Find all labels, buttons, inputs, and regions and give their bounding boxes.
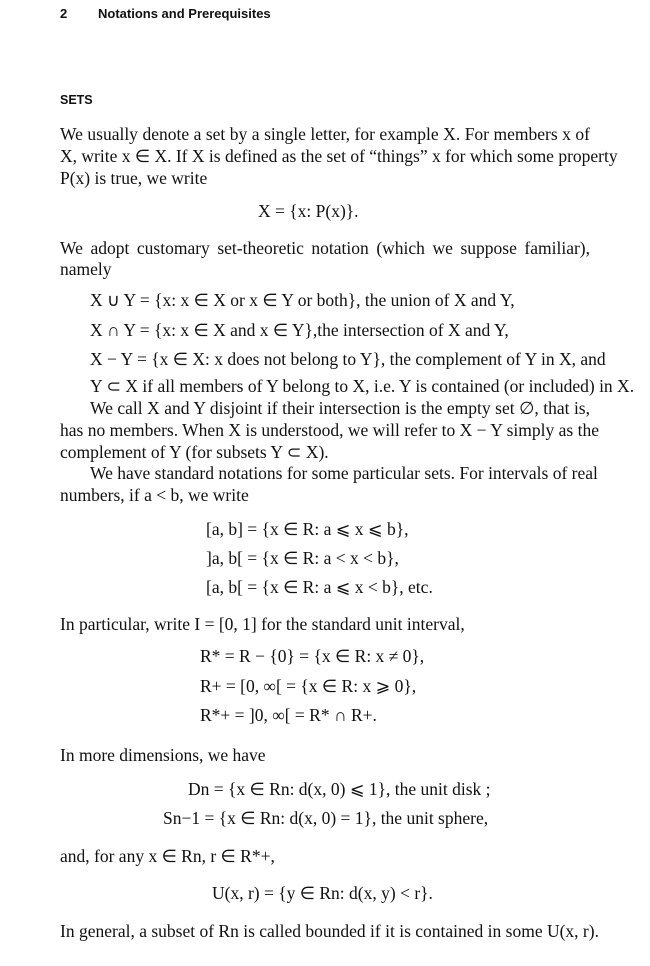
text-line: complement of Y (for subsets Y ⊂ X). (60, 442, 329, 462)
text-line: X, write x ∈ X. If X is defined as the set of “things” x for which some property (60, 146, 618, 166)
text-line: We usually denote a set by a single letter, for example X. For members x of (60, 124, 590, 144)
section-heading: SETS (60, 93, 93, 107)
text-line: and, for any x ∈ Rn, r ∈ R*+, (60, 846, 275, 866)
interval-closed: [a, b] = {x ∈ R: a ⩽ x ⩽ b}, (206, 519, 409, 539)
definition-open-ball: U(x, r) = {y ∈ Rn: d(x, y) < r}. (212, 883, 433, 903)
text-line: We have standard notations for some particular sets. For intervals of real (90, 463, 598, 483)
text-line: P(x) is true, we write (60, 168, 208, 188)
reals-nonnegative: R+ = [0, ∞[ = {x ∈ R: x ⩾ 0}, (200, 676, 417, 696)
definition-subset: Y ⊂ X if all members of Y belong to X, i.e. Y is contained (or included) in X. (90, 376, 635, 396)
definition-union: X ∪ Y = {x: x ∈ X or x ∈ Y or both}, the union of X and Y, (90, 290, 515, 310)
page-number: 2 (60, 6, 68, 21)
text-line: In general, a subset of Rn is called bounded if it is contained in some U(x, r). (60, 921, 599, 941)
running-header (60, 6, 271, 21)
text-line: numbers, if a < b, we write (60, 485, 249, 505)
reals-nonzero: R* = R − {0} = {x ∈ R: x ≠ 0}, (200, 646, 425, 666)
text-line: In more dimensions, we have (60, 745, 266, 765)
text-line: has no members. When X is understood, we will refer to X − Y simply as the (60, 420, 599, 440)
definition-intersection: X ∩ Y = {x: x ∈ X and x ∈ Y},the intersection of X and Y, (90, 320, 509, 340)
equation-set-builder: X = {x: P(x)}. (258, 201, 359, 221)
reals-positive: R*+ = ]0, ∞[ = R* ∩ R+. (200, 705, 377, 725)
interval-open: ]a, b[ = {x ∈ R: a < x < b}, (206, 548, 399, 568)
definition-unit-sphere: Sn−1 = {x ∈ Rn: d(x, 0) = 1}, the unit sphere, (163, 808, 489, 828)
definition-complement: X − Y = {x ∈ X: x does not belong to Y}, the complement of Y in X, and (90, 349, 606, 369)
text-line: We call X and Y disjoint if their intersection is the empty set ∅, that is, (90, 398, 590, 418)
text-line: We adopt customary set-theoretic notation (which we suppose familiar), (60, 238, 590, 258)
text-line: In particular, write I = [0, 1] for the standard unit interval, (60, 614, 465, 634)
interval-half-open: [a, b[ = {x ∈ R: a ⩽ x < b}, etc. (206, 577, 433, 597)
definition-unit-disk: Dn = {x ∈ Rn: d(x, 0) ⩽ 1}, the unit disk ; (188, 779, 491, 799)
text-line: namely (60, 259, 112, 279)
running-title: Notations and Prerequisites (98, 6, 271, 21)
